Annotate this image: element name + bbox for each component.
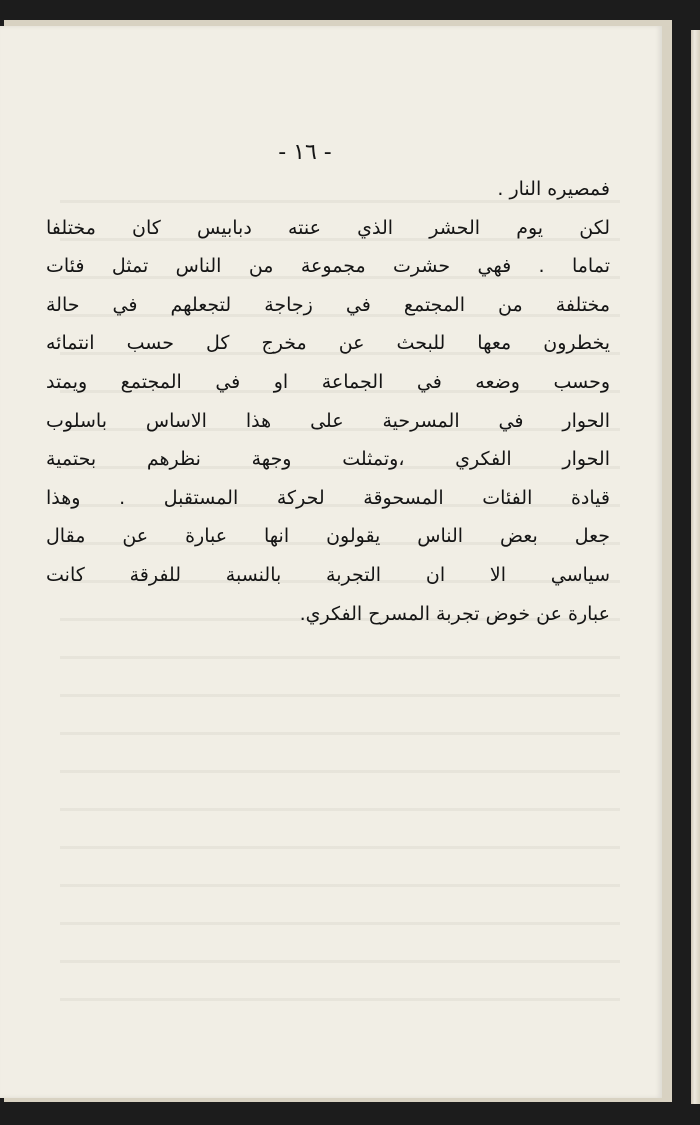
page-edge bbox=[691, 30, 700, 1104]
text-line: الحوار الفكري ،وتمثلت وجهة نظرهم بحتمية bbox=[46, 448, 610, 471]
page-number: - ١٦ - bbox=[278, 140, 332, 165]
text-line: وحسب وضعه في الجماعة او في المجتمع ويمتد bbox=[46, 370, 610, 393]
text-line: لكن يوم الحشر الذي عنته دبابيس كان مختلفا bbox=[46, 216, 610, 239]
text-line: فمصيره النار . bbox=[497, 178, 610, 200]
text-line: مختلفة من المجتمع في زجاجة لتجعلهم في حالة bbox=[46, 293, 610, 316]
body-text bbox=[46, 170, 610, 633]
text-line: الحوار في المسرحية على هذا الاساس باسلوب bbox=[46, 409, 610, 432]
text-line: جعل بعض الناس يقولون انها عبارة عن مقال bbox=[46, 525, 610, 548]
text-line: سياسي الا ان التجربة بالنسبة للفرقة كانت bbox=[46, 563, 610, 586]
text-line: عبارة عن خوض تجربة المسرح الفكري. bbox=[299, 602, 610, 625]
text-line: يخطرون معها للبحث عن مخرج كل حسب انتمائه bbox=[46, 332, 610, 355]
text-line: تماما . فهي حشرت مجموعة من الناس تمثل فئات bbox=[46, 255, 610, 278]
text-line: قيادة الفئات المسحوقة لحركة المستقبل . وهذا bbox=[46, 486, 610, 509]
